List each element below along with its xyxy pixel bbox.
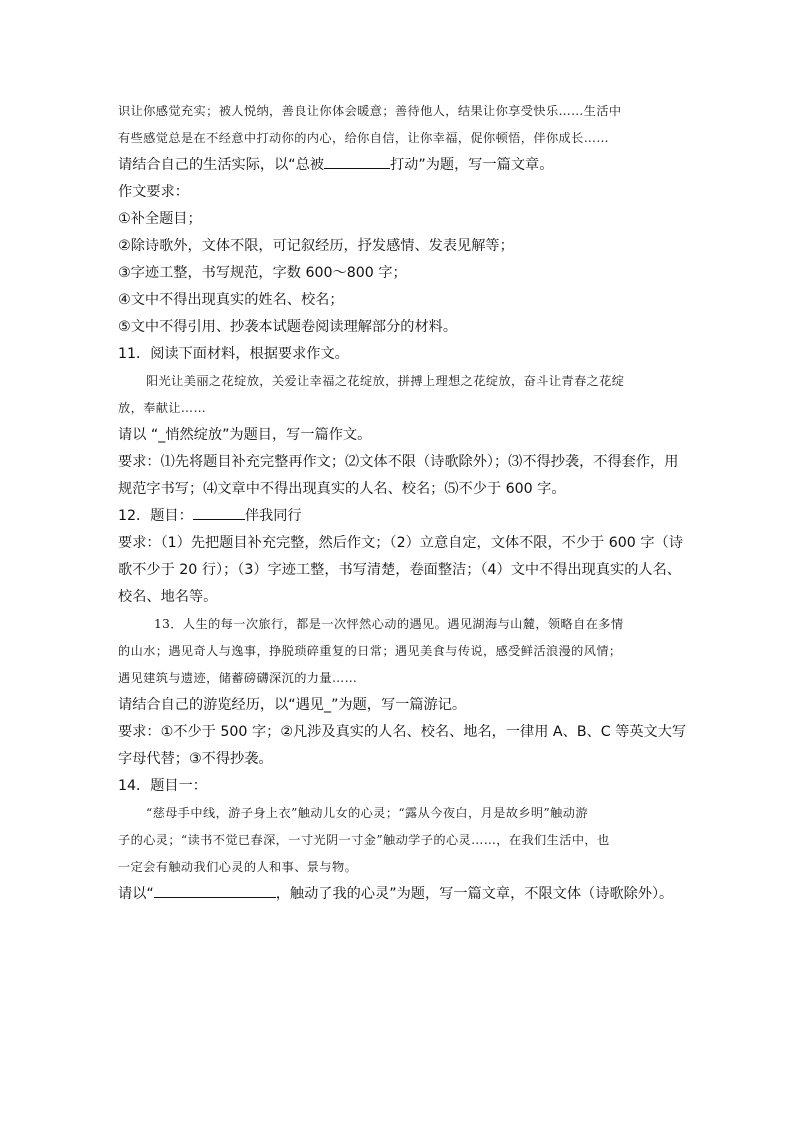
q13-material-line-1: 13．人生的每一次旅行，都是一次怦然心动的遇见。遇见湖海与山麓，领略自在多情 — [154, 617, 624, 631]
title-blank — [324, 154, 390, 169]
q11-requirements-line-2: 规范字书写；⑷文章中不得出现真实的人名、校名；⑸不少于 600 字。 — [118, 481, 566, 497]
q10-material-line-1: 识让你感觉充实；被人悦纳，善良让你体会暖意；善待他人，结果让你享受快乐……生活中 — [118, 104, 622, 118]
q10-task-suffix: 打动”为题，写一篇文章。 — [389, 157, 554, 173]
page-content — [118, 98, 688, 908]
q12-requirements-line-3: 校名、地名等。 — [118, 589, 218, 605]
q12-heading-suffix: 伴我同行 — [244, 508, 302, 524]
q13-task: 请结合自己的游览经历，以“遇见_”为题，写一篇游记。 — [118, 697, 467, 713]
q14-material-line-1: “慈母手中线，游子身上衣”触动儿女的心灵；“露从今夜白，月是故乡明”触动游 — [146, 806, 588, 820]
q12-heading-prefix: 12．题目： — [118, 508, 193, 524]
q10-requirement-5: ⑤文中不得引用、抄袭本试题卷阅读理解部分的材料。 — [118, 319, 458, 335]
q11-material-line-2: 放，奉献让…… — [118, 401, 207, 415]
q10-task-prefix: 请结合自己的生活实际，以“总被 — [118, 157, 324, 173]
q12-heading — [118, 503, 688, 530]
q13-requirements-line-2: 字母代替；③不得抄袭。 — [118, 751, 273, 767]
q10-material-line-2: 有些感觉总是在不经意中打动你的内心，给你自信，让你幸福，促你顿悟，伴你成长…… — [118, 131, 609, 145]
q10-requirement-4: ④文中不得出现真实的姓名、校名； — [118, 292, 344, 308]
question-11 — [118, 341, 688, 503]
q13-requirements-line-1: 要求：①不少于 500 字；②凡涉及真实的人名、校名、地名，一律用 A、B、C 等英文大写 — [118, 724, 687, 740]
q10-requirement-2: ②除诗歌外，文体不限，可记叙经历，抒发感情、发表见解等； — [118, 238, 514, 254]
q10-requirements-title: 作文要求： — [118, 184, 189, 200]
question-10 — [118, 98, 688, 341]
title-blank — [193, 505, 245, 520]
q14-material-line-2: 子的心灵；“读书不觉已春深，一寸光阴一寸金”触动学子的心灵……，在我们生活中，也 — [118, 833, 610, 847]
q11-requirements-line-1: 要求：⑴先将题目补充完整再作文；⑵文体不限（诗歌除外）；⑶不得抄袭，不得套作，用 — [118, 454, 679, 470]
q12-requirements-line-1: 要求：（1）先把题目补充完整，然后作文；（2）立意自定，文体不限，不少于 600 字（诗 — [118, 535, 683, 551]
q14-material-line-3: 一定会有触动我们心灵的人和事、景与物。 — [118, 860, 358, 874]
question-13 — [118, 611, 688, 773]
q11-task: 请以 “_悄然绽放”为题目，写一篇作文。 — [118, 427, 372, 443]
q11-heading: 11．阅读下面材料，根据要求作文。 — [118, 346, 349, 362]
q10-requirement-1: ①补全题目； — [118, 211, 202, 227]
question-12 — [118, 503, 688, 611]
q14-heading: 14．题目一： — [118, 778, 207, 794]
q13-material-line-2: 的山水；遇见奇人与逸事，挣脱琐碎重复的日常；遇见美食与传说，感受鲜活浪漫的风情； — [118, 644, 622, 658]
q11-material-line-1: 阳光让美丽之花绽放，关爱让幸福之花绽放，拼搏上理想之花绽放，奋斗让青春之花绽 — [146, 374, 625, 388]
q13-material-line-3: 遇见建筑与遗迹，储蓄磅礴深沉的力量…… — [118, 671, 358, 685]
q14-task-suffix: ，触动了我的心灵”为题，写一篇文章，不限文体（诗歌除外）。 — [275, 886, 674, 902]
title-blank — [154, 883, 276, 898]
question-14 — [118, 773, 688, 908]
q10-requirement-3: ③字迹工整，书写规范，字数 600～800 字； — [118, 265, 407, 281]
q14-task — [118, 881, 688, 908]
q14-task-prefix: 请以“ — [118, 886, 154, 902]
q12-requirements-line-2: 歌不少于 20 行）；（3）字迹工整，书写清楚，卷面整洁；（4）文中不得出现真实的人名、 — [118, 562, 681, 578]
q10-task — [118, 152, 688, 179]
